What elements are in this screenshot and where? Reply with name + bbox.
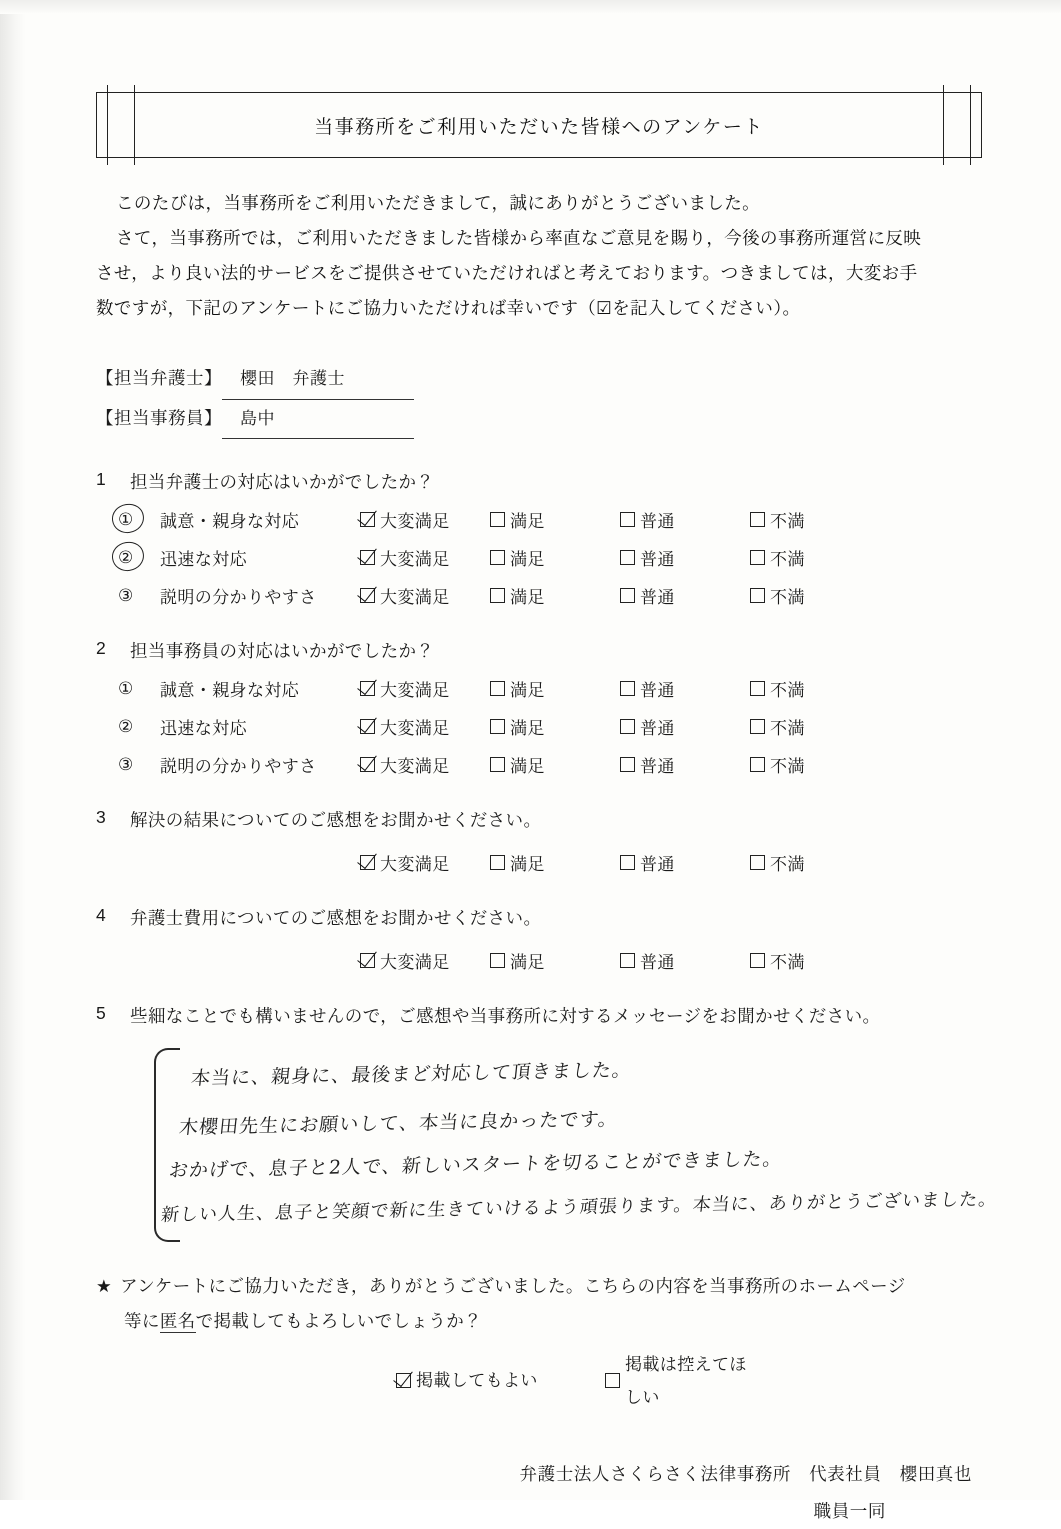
publish-yes[interactable] [396,1364,541,1397]
question-5-heading [96,1003,982,1028]
choice-label: 満足 [510,953,545,973]
footer-signature [96,1456,982,1529]
intro-line-1: このたびは，当事務所をご利用いただきまして，誠にありがとうございました。 [116,193,761,213]
question-1-option-2-index: ② [118,548,160,568]
choice-label: 普通 [640,550,675,570]
star-note-line-1 [96,1269,982,1303]
q3-choice-satisfied[interactable] [490,850,620,875]
q1-o1-choice-very-satisfied[interactable] [360,507,490,532]
question-1-heading [96,469,982,494]
question-5-number: 5 [96,1003,107,1024]
question-4-number: 4 [96,905,107,926]
checkbox-icon[interactable] [750,550,765,565]
question-5-text: 些細なことでも構いませんので，ご感想や当事務所に対するメッセージをお聞かせください。 [130,1006,881,1027]
q2-o2-choice-satisfied[interactable] [490,714,620,739]
choice-label: 大変満足 [380,681,450,701]
choice-label: 大変満足 [380,757,450,777]
q2-o2-choice-very-satisfied[interactable] [360,714,490,739]
checkbox-icon[interactable] [605,1373,620,1388]
checkbox-icon[interactable] [360,719,375,734]
q2-o1-choice-very-satisfied[interactable] [360,676,490,701]
checkbox-icon[interactable] [750,512,765,527]
intro-line-4: 数ですが，下記のアンケートにご協力いただければ幸いです（☑を記入してください）。 [96,298,801,318]
question-2-option-1-index: ① [118,678,134,698]
star-note-text-2-post: で掲載してもよろしいでしょうか？ [195,1310,483,1331]
checkbox-icon[interactable] [490,512,505,527]
choice-label: 満足 [510,855,545,875]
checkbox-icon[interactable] [490,588,505,603]
checkbox-icon[interactable] [490,855,505,870]
footer-line-2: 職員一同 [813,1500,886,1521]
q1-o3-choice-unsatisfied[interactable] [750,583,880,608]
checkbox-icon[interactable] [490,681,505,696]
choice-label: 大変満足 [380,855,450,875]
handwritten-line-2: 木櫻田先生にお願いして、本当に良かったです。 [177,1108,620,1140]
free-comment-area[interactable] [96,1042,999,1267]
title-banner [96,92,982,158]
choice-label: 大変満足 [380,719,450,739]
checkbox-icon[interactable] [360,588,375,603]
intro-line-3: させ，より良い法的サービスをご提供させていただければと考えております。つきましては，大変お手 [96,263,918,283]
checkbox-icon[interactable] [620,588,635,603]
choice-label: 不満 [770,855,805,875]
checkbox-icon[interactable] [620,953,635,968]
star-note-line-2 [96,1304,982,1338]
choice-label: 満足 [510,681,545,701]
question-2-option-1 [96,676,982,701]
page-title: 当事務所をご利用いただいた皆様へのアンケート [314,116,764,138]
checkbox-icon[interactable] [360,512,375,527]
question-1-option-2-label: 迅速な対応 [160,550,247,570]
checkbox-icon[interactable] [360,681,375,696]
choice-label: 普通 [640,588,675,608]
banner-ribbon-left [107,85,135,165]
choice-label: 普通 [640,681,675,701]
q1-o2-choice-normal[interactable] [620,545,750,570]
clerk-label: 【担当事務員】 [96,407,222,428]
choice-label: 不満 [770,953,805,973]
lawyer-label: 【担当弁護士】 [96,368,222,388]
checkbox-icon[interactable] [750,588,765,603]
handwritten-comment [159,1042,999,1227]
choice-label: 不満 [770,588,805,608]
question-5 [96,1003,999,1267]
checkbox-icon[interactable] [620,757,635,772]
checkbox-icon[interactable] [620,681,635,696]
q1-o2-choice-unsatisfied[interactable] [750,545,880,570]
question-2-option-3-index: ③ [118,754,134,774]
q3-choice-unsatisfied[interactable] [750,850,880,875]
question-2-option-1-label: 誠意・親身な対応 [160,681,300,701]
q4-choice-unsatisfied[interactable] [750,948,880,973]
question-1-option-1-label: 誠意・親身な対応 [160,512,300,532]
scan-edge-top [0,0,1061,14]
question-3-text: 解決の結果についてのご感想をお聞かせください。 [130,810,542,831]
q2-o3-choice-unsatisfied[interactable] [750,752,880,777]
publish-yes-label: 掲載してもよい [416,1371,538,1391]
choice-label: 大変満足 [380,512,450,532]
checkbox-icon[interactable] [490,953,505,968]
choice-label: 満足 [510,719,545,739]
choice-label: 大変満足 [380,953,450,973]
publish-no[interactable] [605,1348,750,1414]
q3-choice-very-satisfied[interactable] [360,850,490,875]
question-2-text: 担当事務員の対応はいかがでしたか？ [130,641,435,662]
choice-label: 普通 [640,855,675,875]
q4-choice-satisfied[interactable] [490,948,620,973]
choice-label: 普通 [640,719,675,739]
question-2-option-2-index: ② [118,716,134,736]
checkbox-icon[interactable] [490,719,505,734]
checkbox-icon[interactable] [750,757,765,772]
choice-label: 満足 [510,550,545,570]
q2-o3-choice-very-satisfied[interactable] [360,752,490,777]
choice-label: 不満 [770,550,805,570]
checkbox-icon[interactable] [620,855,635,870]
q2-o1-choice-normal[interactable] [620,676,750,701]
publish-no-label: 掲載は控えてほしい [625,1354,747,1407]
checkbox-icon[interactable] [360,953,375,968]
question-3-heading [96,807,982,832]
checkbox-icon[interactable] [490,757,505,772]
q2-o1-choice-satisfied[interactable] [490,676,620,701]
question-1-option-3-label: 説明の分かりやすさ [160,588,317,608]
lawyer-name-field[interactable]: 櫻田 弁護士 [222,362,414,400]
q2-o3-choice-satisfied[interactable] [490,752,620,777]
clerk-row [96,400,982,440]
footer-line-1: 弁護士法人さくらさく法律事務所 代表社員 櫻田真也 [519,1463,972,1484]
q2-o3-choice-normal[interactable] [620,752,750,777]
question-1-text: 担当弁護士の対応はいかがでしたか？ [130,472,435,493]
question-1-option-3-index: ③ [118,585,134,605]
intro-line-2: さて，当事務所では，ご利用いただきました皆様から率直なご意見を賜り，今後の事務所運営に反映 [116,228,922,248]
star-note-text-1: アンケートにご協力いただき，ありがとうございました。こちらの内容を当事務所のホームページ [120,1276,906,1297]
question-3-choices [96,850,982,875]
question-1-option-1-index: ① [118,510,160,530]
choice-label: 不満 [770,512,805,532]
banner-ribbon-right [943,85,971,165]
intro-paragraph [96,186,982,326]
questionnaire-sheet [96,92,999,1529]
q2-o2-choice-unsatisfied[interactable] [750,714,880,739]
question-4-heading [96,905,982,930]
question-2-option-3-label: 説明の分かりやすさ [160,757,317,777]
question-1-option-2 [96,545,982,570]
anonymous-keyword: 匿名 [159,1310,196,1331]
question-1 [96,469,982,608]
q1-o3-choice-satisfied[interactable] [490,583,620,608]
q2-o1-choice-unsatisfied[interactable] [750,676,880,701]
checkbox-icon[interactable] [620,550,635,565]
q3-choice-normal[interactable] [620,850,750,875]
question-1-option-3 [96,583,982,608]
choice-label: 満足 [510,512,545,532]
checkbox-icon[interactable] [750,855,765,870]
checkbox-icon[interactable] [750,953,765,968]
question-2-number: 2 [96,638,107,659]
question-2-heading [96,638,982,663]
question-3 [96,807,982,875]
choice-label: 満足 [510,757,545,777]
choice-label: 普通 [640,757,675,777]
choice-label: 不満 [770,681,805,701]
staff-block [96,360,982,439]
q4-choice-normal[interactable] [620,948,750,973]
handwritten-line-4: 新しい人生、息子と笑顔で新に生きていけるよう頑張ります。本当に、ありがとうございました。 [159,1189,999,1227]
choice-label: 不満 [770,719,805,739]
checkbox-icon[interactable] [360,550,375,565]
question-1-number: 1 [96,469,107,490]
q1-o2-choice-very-satisfied[interactable] [360,545,490,570]
choice-label: 満足 [510,588,545,608]
q1-o1-choice-unsatisfied[interactable] [750,507,880,532]
choice-label: 大変満足 [380,588,450,608]
checkbox-icon[interactable] [360,855,375,870]
clerk-name-field[interactable]: 島中 [222,402,414,440]
question-4-choices [96,948,982,973]
checkbox-icon[interactable] [360,757,375,772]
lawyer-row [96,360,982,400]
question-3-number: 3 [96,807,107,828]
question-2-option-2-label: 迅速な対応 [160,719,247,739]
choice-label: 普通 [640,953,675,973]
checkbox-icon[interactable] [490,550,505,565]
question-2 [96,638,982,777]
question-4 [96,905,982,973]
checkbox-icon[interactable] [750,681,765,696]
checkbox-icon[interactable] [396,1373,411,1388]
publication-consent-note [96,1269,982,1414]
q1-o3-choice-normal[interactable] [620,583,750,608]
choice-label: 大変満足 [380,550,450,570]
question-4-text: 弁護士費用についてのご感想をお聞かせください。 [130,908,542,929]
checkbox-icon[interactable] [620,719,635,734]
handwritten-line-1: 本当に、親身に、最後まど対応して頂きました。 [189,1059,634,1090]
choice-label: 普通 [640,512,675,532]
star-icon: ★ [96,1276,113,1297]
question-1-option-1 [96,507,982,532]
handwritten-line-3: おかげで、息子と2人で、新しいスタートを切ることができました。 [167,1148,784,1183]
question-2-option-3 [96,752,982,777]
checkbox-icon[interactable] [750,719,765,734]
q1-o2-choice-satisfied[interactable] [490,545,620,570]
q2-o2-choice-normal[interactable] [620,714,750,739]
q1-o3-choice-very-satisfied[interactable] [360,583,490,608]
q1-o1-choice-satisfied[interactable] [490,507,620,532]
star-note-text-2-pre: 等に [124,1310,160,1331]
scan-edge-left [0,0,26,1500]
publish-choices [96,1348,982,1414]
checkbox-icon[interactable] [620,512,635,527]
choice-label: 不満 [770,757,805,777]
q4-choice-very-satisfied[interactable] [360,948,490,973]
q1-o1-choice-normal[interactable] [620,507,750,532]
question-2-option-2 [96,714,982,739]
